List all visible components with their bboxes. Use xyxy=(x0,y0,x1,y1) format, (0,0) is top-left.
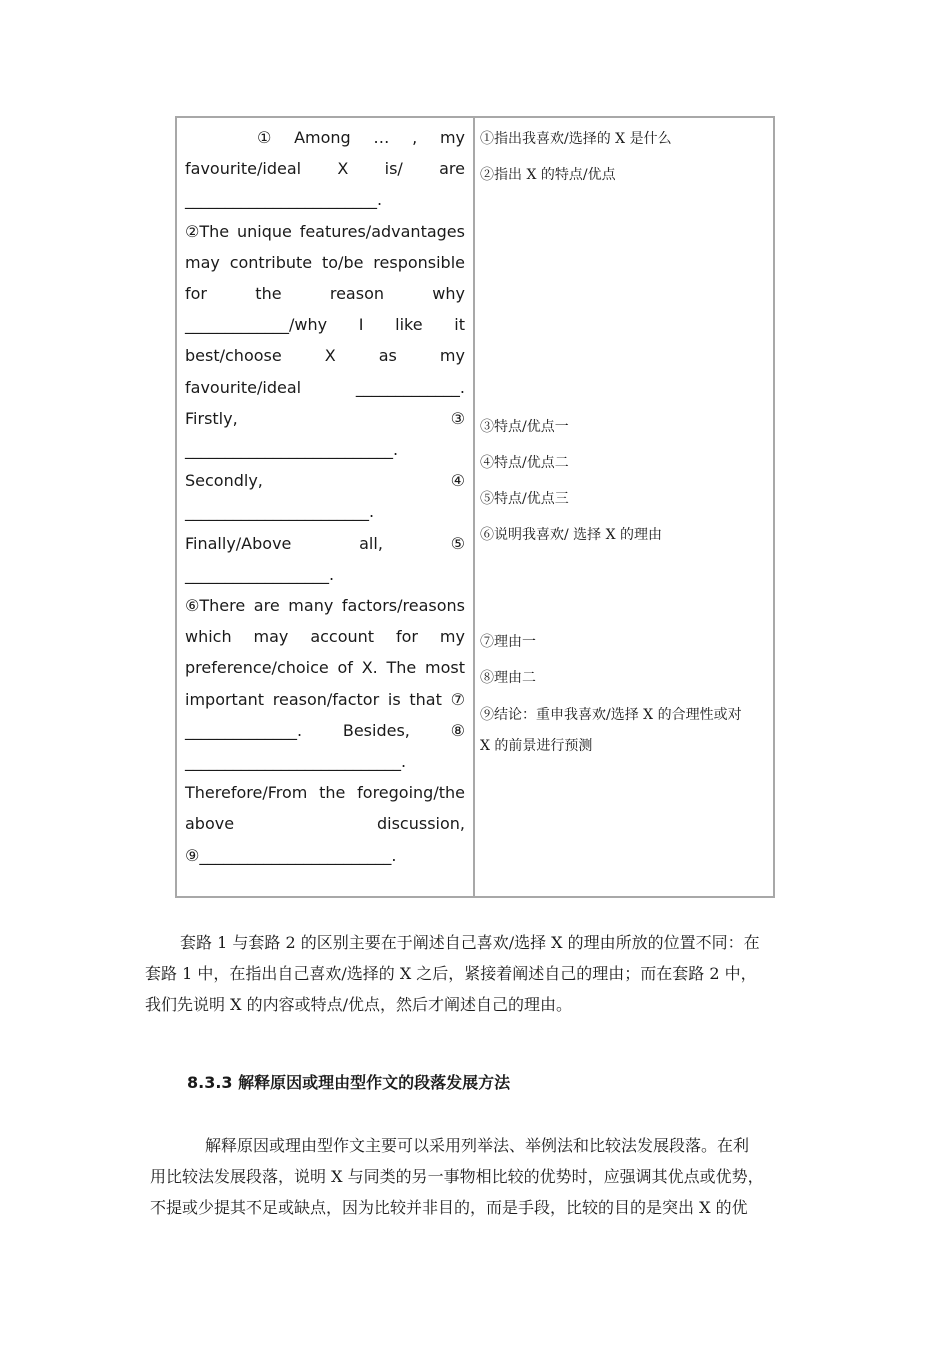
annotation-note: ④特点/优点二 xyxy=(480,455,569,471)
paragraph-2-line-2: 用比较法发展段落，说明 X 与同类的另一事物相比较的优势时，应强调其优点或优势， xyxy=(150,1167,764,1186)
template-line xyxy=(185,184,465,215)
template-word: may xyxy=(185,252,220,272)
template-line xyxy=(185,465,465,496)
template-line xyxy=(185,496,465,527)
template-line xyxy=(185,122,465,153)
annotation-note: ⑦理由一 xyxy=(480,634,536,650)
template-line xyxy=(185,715,465,746)
template-word: ⑤ xyxy=(450,533,465,553)
template-line xyxy=(185,340,465,371)
template-word: ______________. xyxy=(185,720,303,740)
template-word: X. xyxy=(361,658,378,678)
template-line xyxy=(185,403,465,434)
english-template-column xyxy=(177,118,475,896)
chinese-notes-column xyxy=(475,118,773,896)
template-word: may xyxy=(253,627,289,647)
template-line xyxy=(185,247,465,278)
template-word: as xyxy=(378,346,397,366)
template-line xyxy=(185,153,465,184)
template-word: best/choose xyxy=(185,346,282,366)
template-line xyxy=(185,309,465,340)
template-word: is xyxy=(387,689,401,709)
template-word: is/ xyxy=(384,159,403,179)
template-line xyxy=(185,777,465,808)
paragraph-2-line-1: 解释原因或理由型作文主要可以采用列举法、举例法和比较法发展段落。在利 xyxy=(205,1136,750,1155)
template-word: X xyxy=(324,346,336,366)
template-word: features/advantages xyxy=(299,221,465,241)
template-word: my xyxy=(439,346,465,366)
template-line xyxy=(185,684,465,715)
template-word: Finally/Above xyxy=(185,533,292,553)
annotation-note: X 的前景进行预测 xyxy=(480,738,593,754)
template-word: ⑥There xyxy=(185,596,246,616)
template-line xyxy=(185,528,465,559)
template-word: which xyxy=(185,627,232,647)
template-word: are xyxy=(253,596,280,616)
template-word: of xyxy=(337,658,353,678)
template-word: the xyxy=(255,284,282,304)
template-word: favourite/ideal xyxy=(185,377,302,397)
template-word: Among xyxy=(294,128,351,147)
template-word: account xyxy=(310,627,375,647)
template-line xyxy=(185,372,465,403)
template-word: X xyxy=(337,159,349,179)
template-word: ___________________________. xyxy=(185,752,407,772)
template-word: Besides, xyxy=(342,720,410,740)
template-word: most xyxy=(425,658,465,678)
template-word: ②The xyxy=(185,221,230,241)
template-word: responsible xyxy=(373,252,465,272)
annotation-note: ⑨结论：重申我喜欢/选择 X 的合理性或对 xyxy=(480,707,742,723)
annotation-note: ⑧理由二 xyxy=(480,670,536,686)
template-line xyxy=(185,840,465,871)
annotation-note: ①指出我喜欢/选择的 X 是什么 xyxy=(480,131,672,147)
template-line xyxy=(185,590,465,621)
annotation-note: ⑥说明我喜欢/ 选择 X 的理由 xyxy=(480,527,663,543)
template-word: to/be xyxy=(321,252,364,272)
template-word: I xyxy=(358,315,364,335)
template-word: preference/choice xyxy=(185,658,329,678)
template-word: ________________________. xyxy=(185,190,383,210)
paragraph-1-line-1: 套路 1 与套路 2 的区别主要在于阐述自己喜欢/选择 X 的理由所放的位置不同：在 xyxy=(180,933,760,952)
template-word: ④ xyxy=(450,471,465,491)
paragraph-1-line-2: 套路 1 中，在指出自己喜欢/选择的 X 之后，紧接着阐述自己的理由；而在套路 2 中， xyxy=(145,964,757,983)
template-word: my xyxy=(439,128,465,147)
template-line xyxy=(185,746,465,777)
annotation-note: ⑤特点/优点三 xyxy=(480,491,569,507)
section-title: 解释原因或理由型作文的段落发展方法 xyxy=(238,1073,511,1092)
annotation-note: ②指出 X 的特点/优点 xyxy=(480,167,616,183)
template-word: are xyxy=(439,159,465,179)
template-word: _______________________. xyxy=(185,502,375,522)
template-word: ⑦ xyxy=(450,689,465,709)
template-word: reason/factor xyxy=(272,689,380,709)
template-line xyxy=(185,216,465,247)
template-word: for xyxy=(185,284,207,304)
template-word: Secondly, xyxy=(185,471,263,491)
template-word: __________________. xyxy=(185,564,335,584)
template-line xyxy=(185,621,465,652)
template-word: important xyxy=(185,689,265,709)
template-word: above xyxy=(185,814,235,834)
template-word: why xyxy=(432,284,465,304)
template-word: _____________. xyxy=(355,377,465,397)
template-word: discussion, xyxy=(376,814,465,834)
template-word: for xyxy=(395,627,418,647)
template-line xyxy=(185,652,465,683)
paragraph-1-line-3: 我们先说明 X 的内容或特点/优点，然后才阐述自己的理由。 xyxy=(145,995,572,1014)
template-word: contribute xyxy=(229,252,313,272)
template-word: my xyxy=(439,627,465,647)
template-word: reason xyxy=(329,284,384,304)
template-word: many xyxy=(288,596,334,616)
template-word: _____________/why xyxy=(185,315,328,335)
template-word: it xyxy=(454,315,465,335)
template-word: Therefore/From xyxy=(185,783,308,803)
template-word: the xyxy=(319,783,346,803)
template-word: , xyxy=(412,128,418,147)
template-word: __________________________. xyxy=(185,440,399,460)
template-word: … xyxy=(373,128,390,147)
template-word: foregoing/the xyxy=(357,783,465,803)
template-line xyxy=(185,278,465,309)
template-word: ③ xyxy=(450,408,465,428)
section-number: 8.3.3 xyxy=(187,1073,233,1092)
template-word: Firstly, xyxy=(185,408,238,428)
template-word: ⑧ xyxy=(450,720,465,740)
template-word: that xyxy=(409,689,442,709)
paragraph-2-line-3: 不提或少提其不足或缺点，因为比较并非目的，而是手段，比较的目的是突出 X 的优 xyxy=(150,1198,748,1217)
template-line xyxy=(185,808,465,839)
template-table xyxy=(175,116,775,898)
template-word: ⑨________________________. xyxy=(185,845,397,865)
template-word: factors/reasons xyxy=(341,596,465,616)
template-word: all, xyxy=(359,533,383,553)
annotation-note: ③特点/优点一 xyxy=(480,419,569,435)
template-word: The xyxy=(386,658,417,678)
template-word: unique xyxy=(236,221,292,241)
template-word: ① xyxy=(257,128,272,147)
template-word: favourite/ideal xyxy=(185,159,302,179)
section-heading xyxy=(187,1070,510,1093)
template-line xyxy=(185,434,465,465)
template-word: like xyxy=(395,315,423,335)
template-line xyxy=(185,559,465,590)
